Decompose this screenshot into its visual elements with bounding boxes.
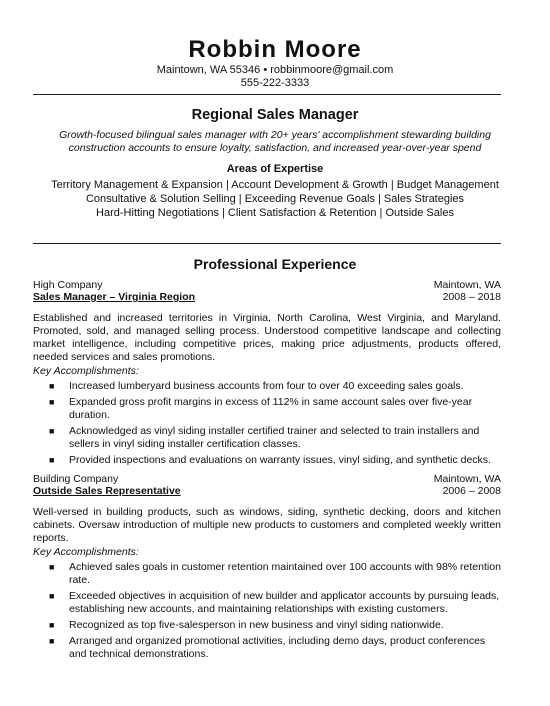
headline-title: Regional Sales Manager	[191, 107, 359, 123]
contact-line-address-email: Maintown, WA 55346 • robbinmoore@gmail.com	[156, 64, 394, 76]
bullet-icon: ■	[49, 620, 55, 630]
key-accomplishments-label: Key Accomplishments:	[33, 546, 139, 558]
accomplishment-item: ■ Arranged and organized promotional activities, including demo days, product conferences and technical demonstrations.	[49, 635, 486, 660]
expertise-line: Consultative & Solution Selling | Exceeding Revenue Goals | Sales Strategies	[85, 193, 465, 205]
bullet-icon: ■	[49, 426, 55, 436]
summary-text: Growth-focused bilingual sales manager with 20+ years' accomplishment stewarding building construction accounts to ensure loyalty, satisfaction, and increased year-over-year spend	[59, 129, 491, 154]
accomplishment-item: ■ Recognized as top five-salesperson in new business and vinyl siding nationwide.	[49, 619, 444, 631]
job-company-row	[33, 473, 501, 485]
job-dates: 2006 – 2008	[442, 485, 501, 497]
expertise-line: Hard-Hitting Negotiations | Client Satisfaction & Retention | Outside Sales	[96, 207, 454, 219]
job-location: Maintown, WA	[433, 473, 501, 485]
bullet-icon: ■	[49, 591, 55, 601]
accomplishment-item: ■ Increased lumberyard business accounts from four to over 40 exceeding sales goals.	[49, 380, 464, 392]
accomplishment-item: ■ Expanded gross profit margins in excess of 112% in same account sales over five-year duration.	[49, 396, 473, 421]
job-location: Maintown, WA	[433, 279, 501, 291]
contact-line-phone: 555-222-3333	[240, 77, 310, 89]
job-company: Building Company	[33, 473, 119, 485]
job-title-row	[33, 291, 501, 303]
job-title: Sales Manager – Virginia Region	[33, 291, 196, 303]
job-description: Established and increased territories in Virginia, North Carolina, West Virginia, and Maryland. Promoted, sold, and managed selling process. Understood competitive landscape and collecting market intelligence, including competitive prices, making price adjustments, products offered, needed services and sales promotions.	[33, 312, 501, 363]
areas-of-expertise-title: Areas of Expertise	[226, 163, 324, 175]
experience-section-title: Professional Experience	[193, 256, 357, 272]
bullet-icon: ■	[49, 455, 55, 465]
areas-of-expertise-list	[0, 178, 550, 220]
accomplishment-item: ■ Exceeded objectives in acquisition of new builder and applicator accounts by pursuing leads, establishing new accounts, and maintaining relationships with existing customers.	[49, 590, 500, 615]
accomplishment-item: ■ Acknowledged as vinyl siding installer certified trainer and selected to train installers and sellers in vinyl siding installer certification classes.	[49, 425, 480, 450]
accomplishment-item: ■ Provided inspections and evaluations on warranty issues, vinyl siding, and synthetic decks.	[49, 454, 491, 466]
job-description: Well-versed in building products, such as windows, siding, synthetic decking, doors and kitchen cabinets. Oversaw introduction of multiple new products to customers and completed weekly written reports.	[33, 506, 501, 544]
job-entry	[33, 473, 501, 664]
job-dates: 2008 – 2018	[442, 291, 501, 303]
bullet-icon: ■	[49, 381, 55, 391]
job-title: Outside Sales Representative	[33, 485, 181, 497]
job-company-row	[33, 279, 501, 291]
key-accomplishments-label: Key Accomplishments:	[33, 365, 139, 377]
job-entry	[33, 279, 501, 470]
bullet-icon: ■	[49, 636, 55, 646]
accomplishment-list	[33, 561, 501, 661]
header-divider	[33, 94, 501, 95]
bullet-icon: ■	[49, 397, 55, 407]
job-company: High Company	[33, 279, 103, 291]
expertise-line: Territory Management & Expansion | Account Development & Growth | Budget Management	[51, 179, 499, 191]
bullet-icon: ■	[49, 562, 55, 572]
contact-info	[0, 64, 550, 90]
accomplishment-list	[33, 380, 501, 467]
job-title-row	[33, 485, 501, 497]
accomplishment-item: ■ Achieved sales goals in customer retention maintained over 100 accounts with 98% retention rate.	[49, 561, 501, 586]
candidate-name: Robbin Moore	[188, 36, 362, 63]
section-divider	[33, 243, 501, 244]
